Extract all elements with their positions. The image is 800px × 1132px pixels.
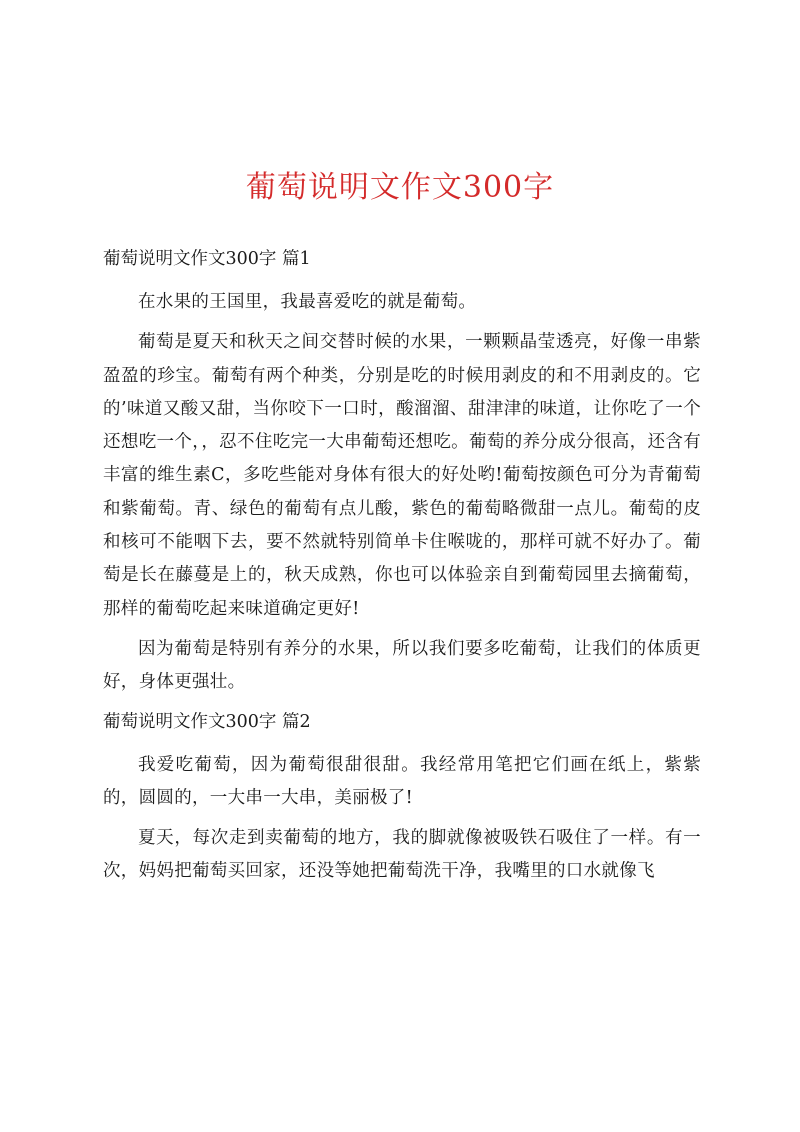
- document-body: [103, 244, 701, 896]
- page-title: 葡萄说明文作文300字: [245, 170, 555, 205]
- paragraph: 在水果的王国里，我最喜爱吃的就是葡萄。: [138, 292, 477, 312]
- paragraph: 夏天，每次走到卖葡萄的地方，我的脚就像被吸铁石吸住了一样。有一次，妈妈把葡萄买回家，还没等她把葡萄洗干净，我嘴里的口水就像飞: [103, 828, 701, 882]
- section-heading-2: 葡萄说明文作文300字 篇2: [103, 711, 311, 732]
- section-heading-1: 葡萄说明文作文300字 篇1: [103, 249, 311, 269]
- paragraph: 因为葡萄是特别有养分的水果，所以我们要多吃葡萄，让我们的体质更好，身体更强壮。: [103, 638, 701, 693]
- paragraph: 我爱吃葡萄，因为葡萄很甜很甜。我经常用笔把它们画在纸上，紫紫的，圆圆的，一大串一大串，美丽极了!: [103, 754, 701, 808]
- paragraph: 葡萄是夏天和秋天之间交替时候的水果，一颗颗晶莹透亮，好像一串紫盈盈的珍宝。葡萄有两个种类，分别是吃的时候用剥皮的和不用剥皮的。它的’味道又酸又甜，当你咬下一口时，酸溜溜、甜津津的味道，让你吃了一个还想吃一个，，忍不住吃完一大串葡萄还想吃。葡萄的养分成分很高，还含有丰富的维生素C，多吃些能对身体有很大的好处哟!葡萄按颜色可分为青葡萄和紫葡萄。青、绿色的葡萄有点儿酸，紫色的葡萄略微甜一点儿。葡萄的皮和核可不能咽下去，要不然就特别简单卡住喉咙的，那样可就不好办了。葡萄是长在藤蔓是上的，秋天成熟，你也可以体验亲自到葡萄园里去摘葡萄，那样的葡萄吃起来味道确定更好!: [103, 332, 701, 619]
